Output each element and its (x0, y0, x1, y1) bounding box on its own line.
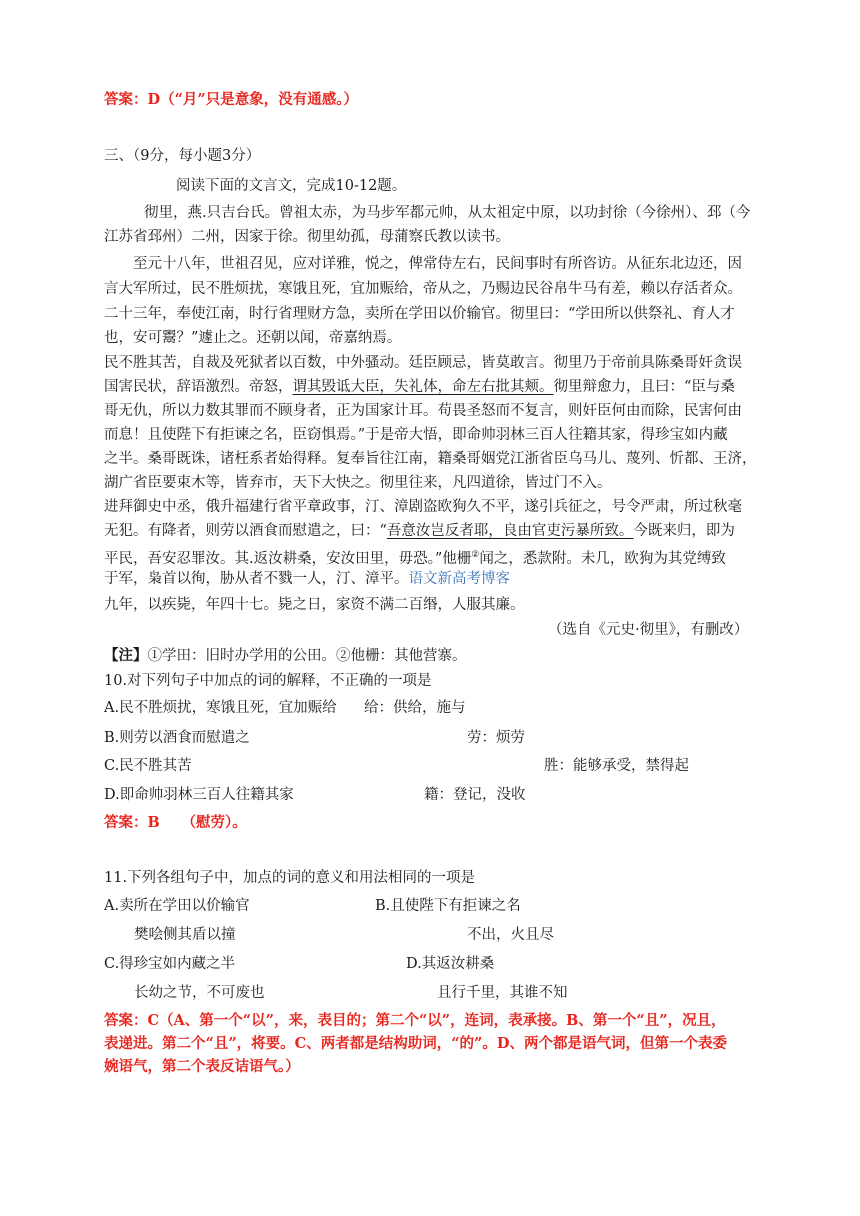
passage-p3-line2-text-a: 国害民状，辞语激烈。帝怒， (104, 379, 293, 395)
passage-p3-line1: 民不胜其苦，自裁及死狱者以百数，中外骚动。廷臣顾忌，皆莫敢言。彻里乃于帝前具陈桑哥奸贪误 (104, 355, 742, 371)
passage-p5: 九年，以疾毙，年四十七。毙之日，家资不满二百缗，人服其廉。 (104, 597, 525, 613)
q10-stem: 10.对下列句子中加点的词的解释，不正确的一项是 (104, 673, 432, 689)
passage-p2-line4: 也，安可鬻？”遽止之。还朝以闻，帝嘉纳焉。 (104, 330, 402, 346)
section-intro: 阅读下面的文言文，完成10-12题。 (176, 178, 407, 194)
q10-option-a-gloss: 给：供给，施与 (364, 700, 466, 716)
answer-q11-line1: 答案：C（A、第一个“以”，来，表目的；第二个“以”，连词，表承接。B、第一个“且”，况且， (104, 1012, 726, 1029)
q11-option-d-1: D.其返汝耕桑 (406, 956, 495, 972)
q10-option-c-gloss: 胜：能够承受，禁得起 (544, 758, 689, 774)
passage-p2-line2: 言大军所过，民不胜烦扰，寒饿且死，宜加赈给，帝从之，乃赐边民谷帛牛马有差，赖以存活者众。 (104, 281, 742, 297)
passage-p1-line2: 江苏省邳州）二州，因家于徐。彻里幼孤，母蒲察氏教以读书。 (104, 229, 510, 245)
passage-source: （选自《元史·彻里》，有删改） (548, 622, 749, 638)
passage-p4-line4-text: 于军，枭首以徇，胁从者不戮一人，汀、漳平。 (104, 571, 409, 587)
answer-q11-line3: 婉语气，第二个表反诘语气。） (104, 1058, 300, 1075)
passage-p4-line4 (104, 569, 510, 589)
q10-option-d-gloss: 籍：登记，没收 (424, 787, 526, 803)
q10-option-a: A.民不胜烦扰，寒饿且死，宜加赈给 (104, 700, 337, 716)
answer-q11-line2: 表递进。第二个“且”，将要。C、两者都是结构助词，“的”。D、两个都是语气词，但第一个表委 (104, 1035, 727, 1052)
q11-option-b-1: B.且使陛下有拒谏之名 (375, 898, 521, 914)
passage-p3-line2-text-b: 彻里辩愈力，且曰：“臣与桑 (553, 379, 735, 395)
passage-p2-line3: 二十三年，奉使江南，时行省理财方急，卖所在学田以价输官。彻里曰：“学田所以供祭礼、育人才 (104, 306, 735, 322)
answer-q9: 答案：D（“月”只是意象，没有通感。） (104, 91, 359, 108)
answer-q10: 答案：B （慰劳）。 (104, 814, 247, 831)
blog-watermark-text: 语文新高考博客 (408, 571, 510, 587)
passage-p3-line5: 之半。桑哥既诛，诸枉系者始得释。复奉旨往江南，籍桑哥姻党江浙省臣乌马儿、蔑列、忻都、王济， (104, 451, 757, 467)
q10-option-b: B.则劳以酒食而慰遣之 (104, 730, 250, 746)
note-text: ①学田：旧时办学用的公田。②他栅：其他营寨。 (147, 648, 467, 664)
q10-option-b-gloss: 劳：烦劳 (467, 730, 525, 746)
passage-p4-line2 (104, 521, 735, 541)
passage-p3-line6: 湖广省臣要束木等，皆弃市，天下大快之。彻里往来，凡四道徐，皆过门不入。 (104, 475, 612, 491)
passage-p4-line3-text-b: 闻之，悉款附。未几，欧狗为其党缚致 (479, 550, 726, 567)
q11-option-c-2: 长幼之节，不可废也 (134, 985, 265, 1001)
q10-option-d: D.即命帅羽林三百人往籍其家 (104, 787, 294, 803)
passage-p4-line3-text-a: 平民，吾安忍罪汝。其.返汝耕桑，安汝田里，毋恐。”他栅 (104, 550, 472, 567)
q11-option-c-1: C.得珍宝如内藏之半 (104, 956, 236, 972)
passage-p3-line2 (104, 377, 735, 397)
q11-option-b-2: 不出，火且尽 (467, 927, 554, 943)
passage-p2-line1: 至元十八年，世祖召见，应对详雅，悦之，俾常侍左右，民间事时有所咨访。从征东北边还，因 (133, 256, 742, 272)
footnote-marker: ② (471, 550, 480, 560)
section-title: 三、（9分，每小题3分） (104, 148, 261, 164)
passage-p4-line2-text-a: 无犯。有降者，则劳以酒食而慰遣之，曰：“ (104, 523, 387, 539)
underlined-sentence-1: 谓其毁诋大臣，失礼体，命左右批其颊。 (292, 379, 554, 395)
passage-p4-line1: 进拜御史中丞，俄升福建行省平章政事，汀、漳剧盗欧狗久不平，遂引兵征之，号令严肃，所过秋毫 (104, 499, 742, 515)
q11-stem: 11.下列各组句子中，加点的词的意义和用法相同的一项是 (104, 870, 476, 886)
note-label: 【注】 (104, 647, 148, 664)
q11-option-a-2: 樊哙侧其盾以撞 (134, 927, 236, 943)
q11-option-a-1: A.卖所在学田以价输官 (104, 898, 250, 914)
passage-p1-line1: 彻里，燕.只吉台氏。曾祖太赤，为马步军都元帅，从太祖定中原，以功封徐（今徐州）、邳（今 (144, 205, 751, 221)
note (104, 646, 467, 666)
passage-p3-line3: 哥无仇，所以力数其罪而不顾身者，正为国家计耳。苟畏圣怒而不复言，则奸臣何由而除，民害何由 (104, 403, 742, 419)
q11-option-d-2: 且行千里，其谁不知 (437, 985, 568, 1001)
passage-p4-line2-text-b: 今既来归，即为 (633, 523, 735, 539)
underlined-sentence-2: 吾意汝岂反者耶，良由官吏污暴所致。 (386, 523, 634, 539)
passage-p4-line3 (104, 545, 726, 569)
passage-p3-line4: 而息！且使陛下有拒谏之名，臣窃惧焉。”于是帝大悟，即命帅羽林三百人往籍其家，得珍宝如内藏 (104, 427, 728, 443)
q10-option-c: C.民不胜其苦 (104, 758, 192, 774)
